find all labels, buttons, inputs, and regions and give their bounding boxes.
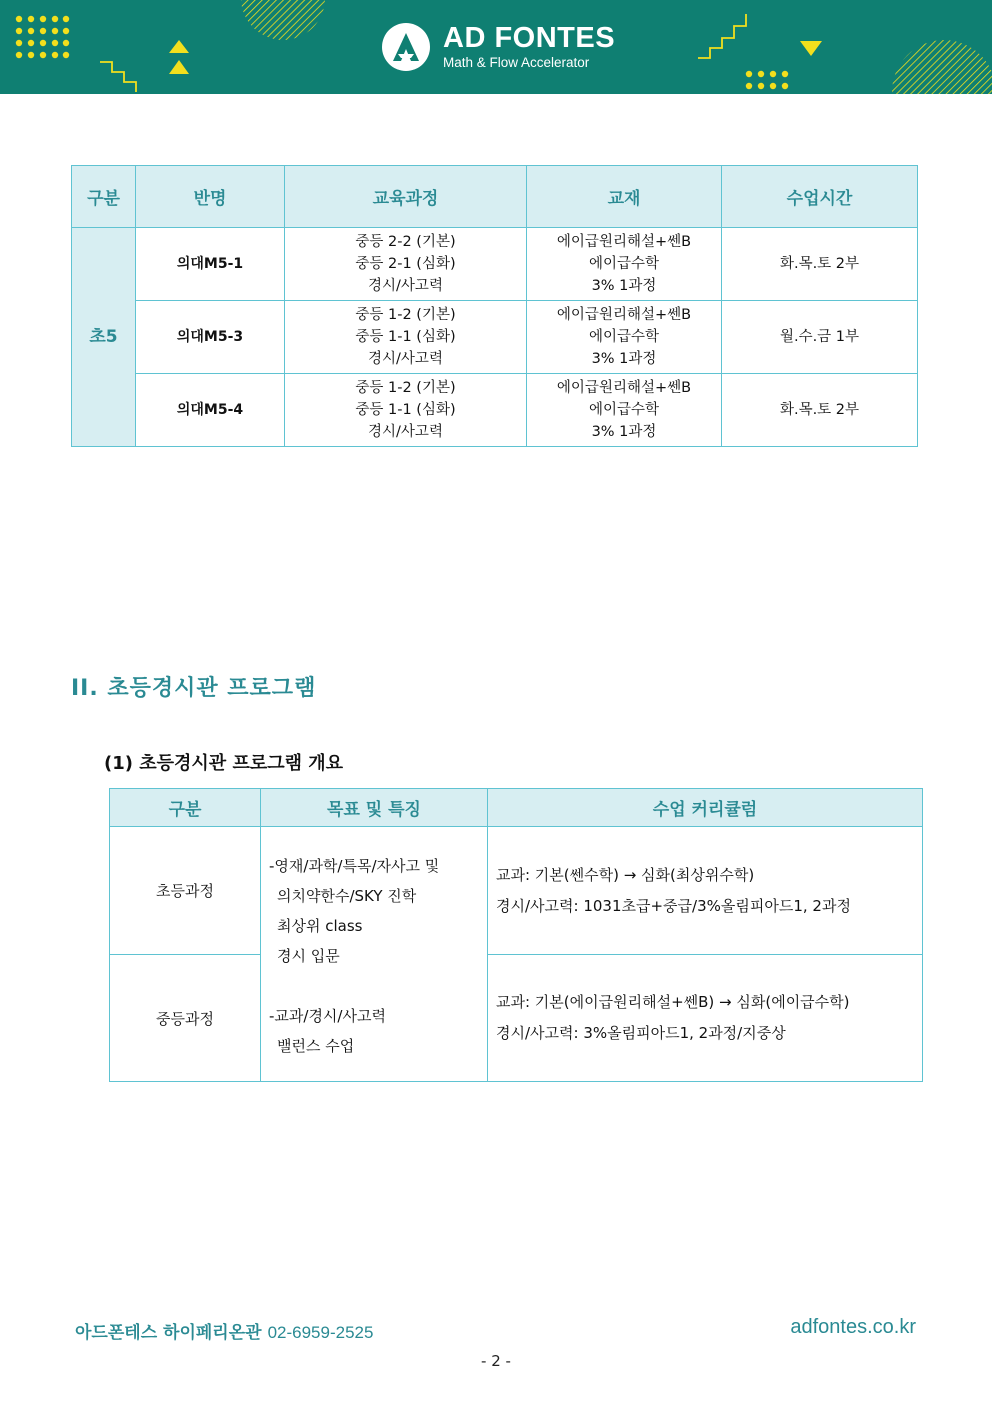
- hatched-circle-decoration-right: [892, 40, 992, 94]
- textbook-line: 에이급원리해설+쎈B: [556, 234, 692, 250]
- dot-grid-decoration-left: [16, 16, 69, 58]
- schedule-cell: 화.목.토 2부: [722, 228, 918, 301]
- curriculum-cell: [488, 955, 923, 1082]
- textbook-cell: [527, 301, 722, 374]
- table-header-row: [110, 789, 923, 827]
- header-textbook: 교재: [527, 166, 722, 228]
- dot-grid-decoration-right: [746, 71, 788, 89]
- class-name-cell: 의대M5-3: [136, 301, 285, 374]
- phone-number: 02-6959-2525: [267, 1323, 374, 1342]
- curriculum-line: 중등 1-2 (기본): [355, 307, 456, 323]
- textbook-line: 3% 1과정: [591, 424, 657, 440]
- goal-line: -영재/과학/특목/자사고 및: [269, 857, 440, 875]
- header-goals: 목표 및 특징: [261, 789, 488, 827]
- curriculum-cell: [285, 301, 527, 374]
- logo-subtitle: Math & Flow Accelerator: [443, 55, 590, 70]
- textbook-cell: [527, 374, 722, 447]
- subsection-title: (1) 초등경시관 프로그램 개요: [104, 753, 344, 774]
- textbook-line: 에이급원리해설+쎈B: [556, 307, 692, 323]
- page-number: - 2 -: [481, 1352, 511, 1370]
- curriculum-line: 중등 2-1 (심화): [355, 256, 456, 272]
- goal-line: 경시 입문: [277, 947, 340, 965]
- curriculum-line: 경시/사고력: 3%올림피아드1, 2과정/지중상: [496, 1024, 786, 1042]
- curriculum-line: 경시/사고력: [368, 351, 443, 367]
- brand-logo: [382, 22, 615, 72]
- grade-cell: 초5: [72, 228, 136, 447]
- textbook-cell: [527, 228, 722, 301]
- curriculum-line: 교과: 기본(쎈수학) → 심화(최상위수학): [496, 865, 755, 884]
- curriculum-cell: [488, 827, 923, 955]
- program-overview-table: [109, 788, 923, 1082]
- header-schedule: 수업시간: [722, 166, 918, 228]
- header-category: 구분: [110, 789, 261, 827]
- goal-line: 밸런스 수업: [277, 1037, 355, 1055]
- category-cell: 초등과정: [110, 827, 261, 955]
- header-curriculum: 수업 커리큘럼: [488, 789, 923, 827]
- curriculum-line: 중등 1-1 (심화): [355, 402, 456, 418]
- header-category: 구분: [72, 166, 136, 228]
- curriculum-line: 중등 1-1 (심화): [355, 329, 456, 345]
- goal-line: 최상위 class: [277, 917, 363, 935]
- header-curriculum: 교육과정: [285, 166, 527, 228]
- ad-fontes-logo-icon: [382, 23, 430, 71]
- class-schedule-table: [71, 165, 918, 447]
- goal-line: -교과/경시/사고력: [269, 1007, 386, 1025]
- schedule-cell: 월.수.금 1부: [722, 301, 918, 374]
- table-row: [110, 955, 923, 1082]
- header-class-name: 반명: [136, 166, 285, 228]
- curriculum-line: 교과: 기본(에이급원리해설+쎈B) → 심화(에이급수학): [496, 993, 850, 1011]
- curriculum-line: 중등 2-2 (기본): [355, 234, 456, 250]
- stair-line-decoration-left: [100, 62, 136, 92]
- footer-contact: [75, 1318, 373, 1343]
- textbook-line: 3% 1과정: [591, 351, 657, 367]
- schedule-cell: 화.목.토 2부: [722, 374, 918, 447]
- curriculum-cell: [285, 228, 527, 301]
- class-name-cell: 의대M5-4: [136, 374, 285, 447]
- table-row: [110, 827, 923, 955]
- triangle-down-decoration: [800, 41, 822, 56]
- hatched-circle-decoration-top: [241, 0, 325, 40]
- category-cell: 중등과정: [110, 955, 261, 1082]
- textbook-line: 에이급수학: [588, 329, 660, 345]
- class-name-cell: 의대M5-1: [136, 228, 285, 301]
- textbook-line: 에이급수학: [588, 256, 660, 272]
- goals-cell: [261, 827, 488, 1082]
- textbook-line: 에이급수학: [588, 402, 660, 418]
- textbook-line: 3% 1과정: [591, 278, 657, 294]
- section-title: II. 초등경시관 프로그램: [71, 676, 317, 701]
- stair-line-decoration-right: [698, 14, 746, 58]
- triangle-decoration: [169, 40, 189, 53]
- curriculum-line: 경시/사고력: 1031초급+중급/3%올림피아드1, 2과정: [496, 896, 851, 915]
- curriculum-line: 중등 1-2 (기본): [355, 380, 456, 396]
- table-header-row: [72, 166, 918, 228]
- table-row: [72, 374, 918, 447]
- website-link[interactable]: adfontes.co.kr: [790, 1316, 916, 1338]
- table-row: [72, 301, 918, 374]
- table-row: [72, 228, 918, 301]
- curriculum-line: 경시/사고력: [368, 424, 443, 440]
- curriculum-cell: [285, 374, 527, 447]
- textbook-line: 에이급원리해설+쎈B: [556, 380, 692, 396]
- academy-name: 아드폰테스 하이페리온관: [75, 1323, 262, 1343]
- curriculum-line: 경시/사고력: [368, 278, 443, 294]
- header-banner: [0, 0, 992, 94]
- goal-line: 의치약한수/SKY 진학: [277, 887, 417, 905]
- triangle-decoration: [169, 60, 189, 74]
- logo-title: AD FONTES: [443, 22, 616, 54]
